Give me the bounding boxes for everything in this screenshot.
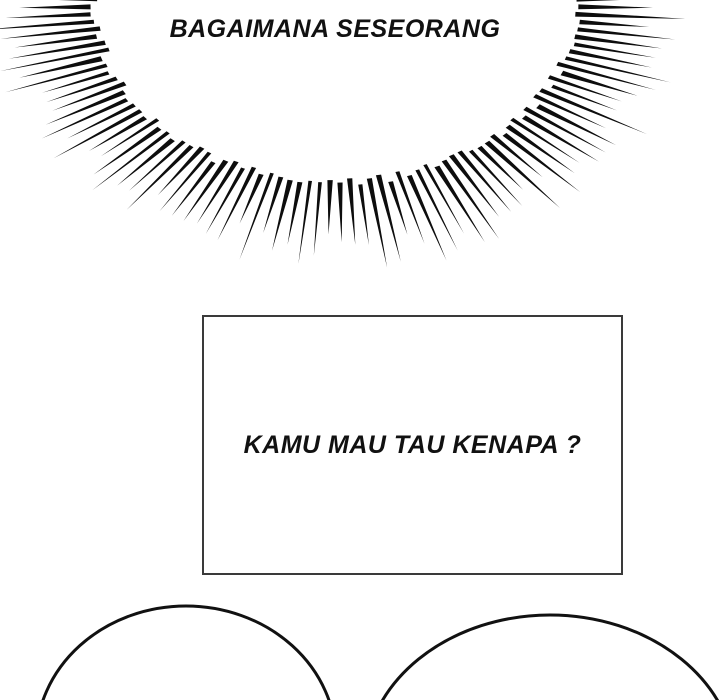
speech-box-text: KAMU MAU TAU KENAPA ? <box>243 430 582 459</box>
speech-bubble-right <box>364 615 720 700</box>
caption-top: BAGAIMANA SESEORANG <box>169 15 501 43</box>
speech-bubble-left <box>36 606 336 700</box>
